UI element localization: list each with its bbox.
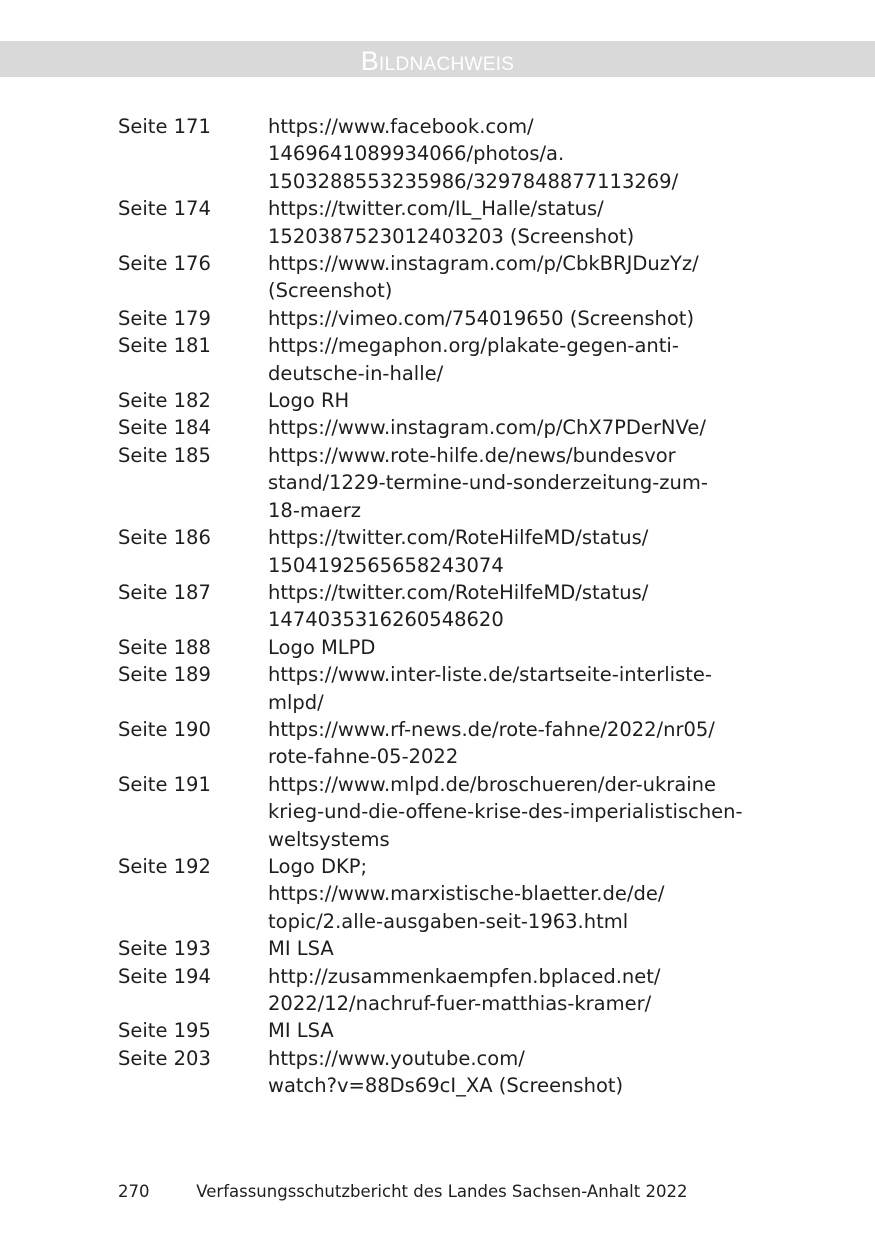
- credit-source-line: https://twitter.com/RoteHilfeMD/status/: [268, 580, 649, 604]
- credit-source-line: http://zusammenkaempfen.bplaced.net/: [268, 964, 661, 988]
- credit-source: [268, 935, 768, 962]
- credit-source: [268, 963, 768, 1018]
- credit-source: [268, 387, 768, 414]
- credit-entry: [118, 195, 818, 250]
- credit-entry: [118, 935, 818, 962]
- image-credits-list: [118, 113, 818, 1100]
- credit-page-label: Seite 190: [118, 717, 211, 741]
- credit-entry: [118, 442, 818, 524]
- credit-page-label: Seite 181: [118, 334, 211, 358]
- credit-source: [268, 113, 768, 195]
- credit-source: [268, 1017, 768, 1044]
- credit-entry: [118, 332, 818, 387]
- credit-page-label: Seite 186: [118, 526, 211, 550]
- credit-page-label: Seite 182: [118, 389, 211, 413]
- credit-source-line: 1503288553235986/3297848877113269/: [268, 169, 679, 193]
- credit-source-line: weltsystems: [268, 827, 390, 851]
- credit-entry: [118, 250, 818, 305]
- credit-entry: [118, 1017, 818, 1044]
- credit-source-line: https://www.mlpd.de/broschueren/der-ukraine: [268, 772, 717, 796]
- credit-entry: [118, 716, 818, 771]
- credit-source-line: Logo RH: [268, 389, 350, 413]
- credit-source-line: 2022/12/nachruf-fuer-matthias-kramer/: [268, 992, 652, 1015]
- credit-source: [268, 1045, 768, 1100]
- credit-page-label: Seite 192: [118, 854, 211, 878]
- credit-source-line: https://www.inter-liste.de/startseite-interliste-: [268, 663, 712, 687]
- credit-page-label: Seite 195: [118, 1019, 211, 1043]
- credit-source-line: https://www.marxistische-blaetter.de/de/: [268, 882, 665, 906]
- credit-source-line: Logo MLPD: [268, 635, 376, 659]
- credit-source: [268, 442, 768, 524]
- credit-source-line: 1474035316260548620: [268, 608, 504, 632]
- credit-source: [268, 524, 768, 579]
- credit-source-line: topic/2.alle-ausgaben-seit-1963.html: [268, 909, 629, 933]
- credit-entry: [118, 771, 818, 853]
- credit-source: [268, 716, 768, 771]
- credit-entry: [118, 414, 818, 441]
- credit-source: [268, 853, 768, 935]
- credit-page-label: Seite 191: [118, 772, 211, 796]
- credit-source-line: https://www.facebook.com/: [268, 115, 534, 138]
- section-title: Bildnachweis: [360, 46, 515, 76]
- credit-source-line: krieg-und-die-offene-krise-des-imperialistischen-: [268, 800, 743, 824]
- credit-source-line: 1504192565658243074: [268, 553, 504, 577]
- credit-entry: [118, 661, 818, 716]
- credit-source-line: watch?v=88Ds69cI_XA (Screenshot): [268, 1074, 624, 1098]
- page-number: 270: [118, 1182, 150, 1201]
- page-footer: [118, 1180, 687, 1204]
- credit-source-line: 18-maerz: [268, 498, 362, 522]
- credit-entry: [118, 387, 818, 414]
- credit-source: [268, 332, 768, 387]
- credit-entry: [118, 1045, 818, 1100]
- credit-source-line: https://www.instagram.com/p/ChX7PDerNVe/: [268, 416, 706, 440]
- credit-page-label: Seite 203: [118, 1046, 211, 1070]
- credit-source: [268, 634, 768, 661]
- credit-source-line: https://www.instagram.com/p/CbkBRJDuzYz/: [268, 252, 699, 276]
- credit-page-label: Seite 171: [118, 115, 211, 138]
- credit-entry: [118, 524, 818, 579]
- credit-source-line: https://megaphon.org/plakate-gegen-anti-: [268, 334, 679, 358]
- credit-page-label: Seite 188: [118, 635, 211, 659]
- credit-source: [268, 771, 768, 853]
- credit-entry: [118, 113, 818, 195]
- credit-source-line: 1520387523012403203 (Screenshot): [268, 224, 635, 248]
- credit-source-line: https://twitter.com/RoteHilfeMD/status/: [268, 526, 649, 550]
- credit-entry: [118, 963, 818, 1018]
- credit-entry: [118, 305, 818, 332]
- credit-source-line: mlpd/: [268, 690, 324, 714]
- credit-source-line: https://www.rote-hilfe.de/news/bundesvor: [268, 443, 676, 467]
- credit-source: [268, 579, 768, 634]
- credit-page-label: Seite 193: [118, 937, 211, 961]
- credit-source: [268, 305, 768, 332]
- credit-page-label: Seite 179: [118, 306, 211, 330]
- credit-source-line: https://vimeo.com/754019650 (Screenshot): [268, 306, 695, 330]
- credit-source-line: Logo DKP;: [268, 854, 368, 878]
- credit-source-line: https://twitter.com/IL_Halle/status/: [268, 197, 604, 221]
- credit-page-label: Seite 184: [118, 416, 211, 440]
- credit-source-line: (Screenshot): [268, 279, 393, 303]
- credit-source-line: deutsche-in-halle/: [268, 361, 444, 385]
- section-header-band: [0, 41, 875, 77]
- credit-page-label: Seite 174: [118, 197, 211, 221]
- credit-source-line: https://www.rf-news.de/rote-fahne/2022/nr05/: [268, 717, 715, 741]
- credit-source: [268, 250, 768, 305]
- credit-source-line: MI LSA: [268, 937, 334, 961]
- credit-source: [268, 195, 768, 250]
- credit-page-label: Seite 194: [118, 964, 211, 988]
- credit-source-line: stand/1229-termine-und-sonderzeitung-zum-: [268, 471, 708, 495]
- credit-source-line: 1469641089934066/photos/a.: [268, 142, 565, 166]
- credit-source: [268, 414, 768, 441]
- credit-entry: [118, 634, 818, 661]
- credit-source-line: https://www.youtube.com/: [268, 1046, 525, 1070]
- credit-page-label: Seite 187: [118, 580, 211, 604]
- credit-source-line: MI LSA: [268, 1019, 334, 1043]
- credit-source: [268, 661, 768, 716]
- credit-entry: [118, 579, 818, 634]
- credit-entry: [118, 853, 818, 935]
- credit-page-label: Seite 185: [118, 443, 211, 467]
- credit-page-label: Seite 176: [118, 252, 211, 276]
- credit-page-label: Seite 189: [118, 663, 211, 687]
- publication-title: Verfassungsschutzbericht des Landes Sachsen-Anhalt 2022: [196, 1182, 688, 1201]
- credit-source-line: rote-fahne-05-2022: [268, 745, 459, 769]
